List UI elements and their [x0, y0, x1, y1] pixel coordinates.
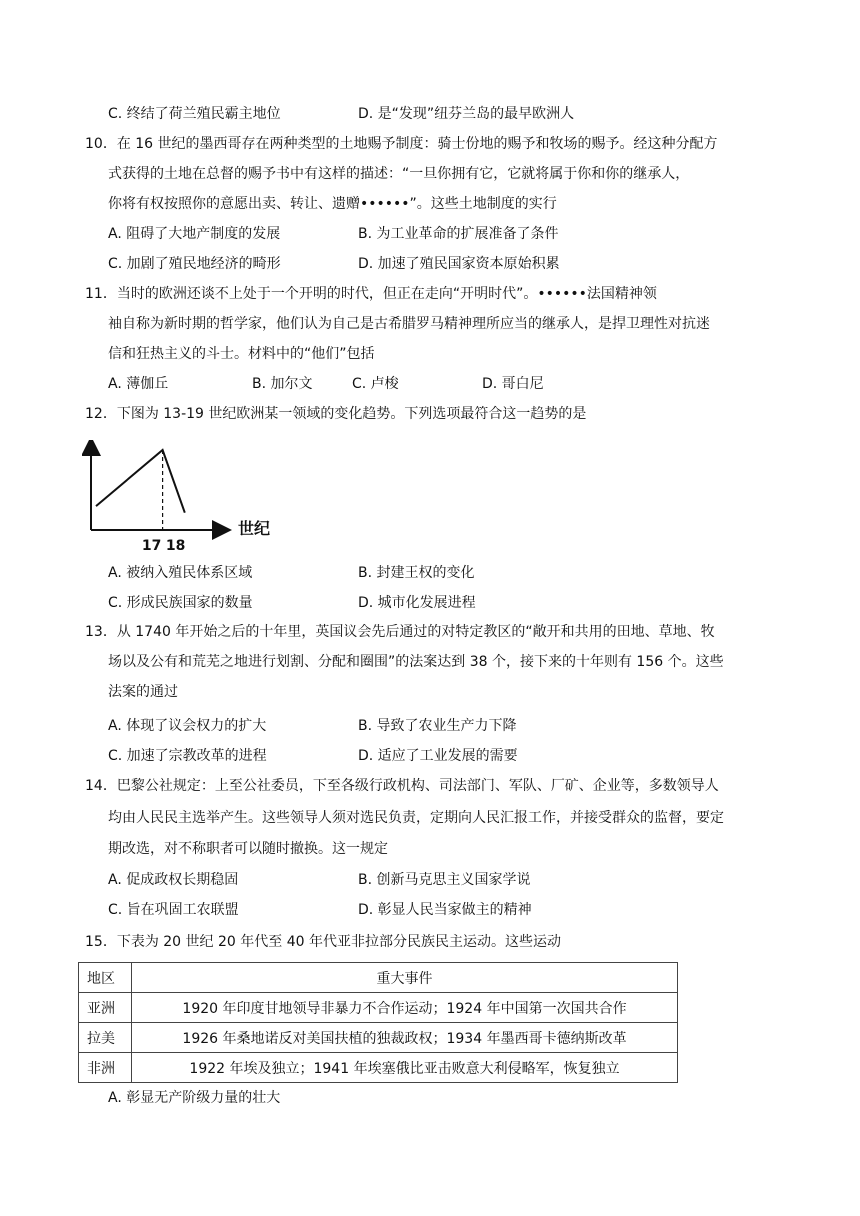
q15-option-a: A. 彰显无产阶级力量的壮大 — [108, 1090, 281, 1106]
q10-stem-line-2: 式获得的土地在总督的赐予书中有这样的描述：“一旦你拥有它，它就将属于你和你的继承人， — [108, 166, 690, 182]
row-events: 1926 年桑地诺反对美国扶植的独裁政权；1934 年墨西哥卡德纳斯改革 — [132, 1023, 678, 1053]
q13-option-d: D. 适应了工业发展的需要 — [358, 748, 518, 764]
q12-option-d: D. 城市化发展进程 — [358, 595, 476, 611]
q11-option-c: C. 卢梭 — [352, 376, 399, 392]
x-tick-label-18: 18 — [165, 538, 186, 554]
q11-stem-line-3: 信和狂热主义的斗士。材料中的“他们”包括 — [108, 346, 375, 362]
q11-option-a: A. 薄伽丘 — [108, 376, 169, 392]
table-row — [79, 993, 678, 1023]
row-region: 拉美 — [79, 1023, 132, 1053]
trend-chart — [82, 440, 302, 558]
q10-option-c: C. 加剧了殖民地经济的畸形 — [108, 256, 281, 272]
q12-option-b: B. 封建王权的变化 — [358, 565, 475, 581]
q14-option-a: A. 促成政权长期稳固 — [108, 872, 239, 888]
events-table — [78, 962, 678, 1083]
row-events: 1922 年埃及独立；1941 年埃塞俄比亚击败意大利侵略军，恢复独立 — [132, 1053, 678, 1083]
header-events: 重大事件 — [132, 963, 678, 993]
table-row — [79, 1023, 678, 1053]
q11-stem-line-2: 袖自称为新时期的哲学家，他们认为自己是古希腊罗马精神理所应当的继承人，是捍卫理性对抗迷 — [108, 316, 710, 332]
q13-stem-line-3: 法案的通过 — [108, 684, 178, 700]
table-row — [79, 1053, 678, 1083]
q14-option-c: C. 旨在巩固工农联盟 — [108, 902, 239, 918]
q15-stem: 15．下表为 20 世纪 20 年代至 40 年代亚非拉部分民族民主运动。这些运动 — [85, 934, 561, 950]
q13-stem-line-2: 场以及公有和荒芜之地进行划割、分配和圈围”的法案达到 38 个，接下来的十年则有 156 个。这些 — [108, 654, 724, 670]
q12-option-c: C. 形成民族国家的数量 — [108, 595, 253, 611]
header-region: 地区 — [79, 963, 132, 993]
q14-stem-line-1: 14．巴黎公社规定：上至公社委员，下至各级行政机构、司法部门、军队、厂矿、企业等，多数领导人 — [85, 778, 719, 794]
row-region: 非洲 — [79, 1053, 132, 1083]
q10-option-a: A. 阻碍了大地产制度的发展 — [108, 226, 281, 242]
q10-stem-line-1: 10．在 16 世纪的墨西哥存在两种类型的土地赐予制度：骑士份地的赐予和牧场的赐予。经这种分配方 — [85, 136, 718, 152]
row-region: 亚洲 — [79, 993, 132, 1023]
q13-stem-line-1: 13．从 1740 年开始之后的十年里，英国议会先后通过的对特定教区的“敞开和共用的田地、草地、牧 — [85, 624, 715, 640]
q11-option-d: D. 哥白尼 — [482, 376, 544, 392]
trend-series-line — [96, 450, 185, 513]
q10-option-b: B. 为工业革命的扩展准备了条件 — [358, 226, 559, 242]
q10-option-d: D. 加速了殖民国家资本原始积累 — [358, 256, 560, 272]
q14-option-d: D. 彰显人民当家做主的精神 — [358, 902, 532, 918]
q13-option-b: B. 导致了农业生产力下降 — [358, 718, 517, 734]
q11-stem-line-1: 11．当时的欧洲还谈不上处于一个开明的时代，但正在走向“开明时代”。••••••法国精神领 — [85, 286, 657, 302]
q9-option-d: D. 是“发现”纽芬兰岛的最早欧洲人 — [358, 106, 575, 122]
x-tick-label-17: 17 — [141, 538, 162, 554]
row-events: 1920 年印度甘地领导非暴力不合作运动；1924 年中国第一次国共合作 — [132, 993, 678, 1023]
x-axis-label: 世纪 — [238, 519, 271, 538]
table-header-row — [79, 963, 678, 993]
q9-option-c: C. 终结了荷兰殖民霸主地位 — [108, 106, 281, 122]
q13-option-c: C. 加速了宗教改革的进程 — [108, 748, 267, 764]
q14-option-b: B. 创新马克思主义国家学说 — [358, 872, 531, 888]
q14-stem-line-3: 期改选，对不称职者可以随时撤换。这一规定 — [108, 841, 388, 857]
q12-stem: 12．下图为 13-19 世纪欧洲某一领域的变化趋势。下列选项最符合这一趋势的是 — [85, 406, 587, 422]
q10-stem-line-3: 你将有权按照你的意愿出卖、转让、遗赠••••••”。这些土地制度的实行 — [108, 196, 557, 212]
q11-option-b: B. 加尔文 — [252, 376, 313, 392]
q12-option-a: A. 被纳入殖民体系区域 — [108, 565, 253, 581]
q14-stem-line-2: 均由人民民主选举产生。这些领导人须对选民负责，定期向人民汇报工作，并接受群众的监督，要定 — [108, 810, 724, 826]
q13-option-a: A. 体现了议会权力的扩大 — [108, 718, 267, 734]
